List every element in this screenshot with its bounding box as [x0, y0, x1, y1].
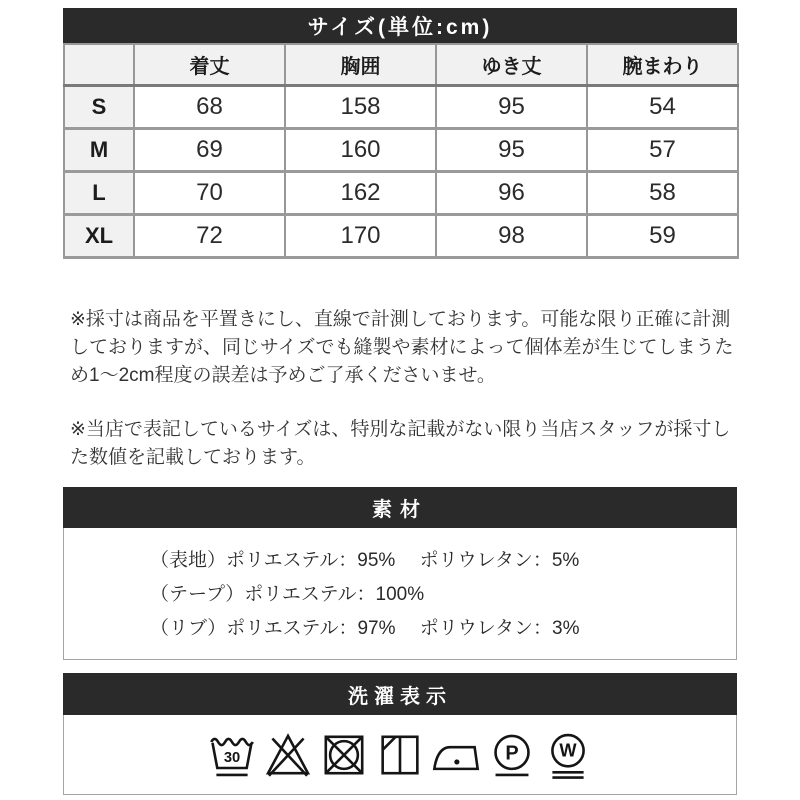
material-box [63, 528, 737, 660]
material-line-outer: （表地）ポリエステル：95% ポリウレタン：5% [150, 550, 580, 571]
size-table-wrap [63, 43, 737, 259]
size-label: M [64, 129, 134, 172]
cell-value: 69 [134, 129, 285, 172]
laundry-care-icons-row [63, 715, 737, 795]
column-header-chest: 胸囲 [285, 44, 436, 86]
staff-measured-note: ※当店で表記しているサイズは、特別な記載がない限り当店スタッフが採寸した数値を記載しております。 [70, 419, 731, 468]
dry-clean-p-icon [486, 727, 538, 783]
table-row-xl [64, 215, 738, 258]
column-header-arm: 腕まわり [587, 44, 738, 86]
material-section-header [63, 487, 737, 528]
table-row-l [64, 172, 738, 215]
cell-value: 96 [436, 172, 587, 215]
table-row-s [64, 86, 738, 129]
cell-value: 72 [134, 215, 285, 258]
cell-value: 54 [587, 86, 738, 129]
material-line-tape: （テープ）ポリエステル：100% [150, 584, 425, 605]
size-section-header [63, 8, 737, 43]
svg-text:W: W [559, 740, 577, 761]
table-row-m [64, 129, 738, 172]
size-label: S [64, 86, 134, 129]
cell-value: 58 [587, 172, 738, 215]
measurement-note: ※採寸は商品を平置きにし、直線で計測しております。可能な限り正確に計測しておりますが、同じサイズでも縫製や素材によって個体差が生じてしまうため1～2cm程度の誤差は予めご了承くださいませ。 [70, 309, 734, 386]
size-label: XL [64, 215, 134, 258]
cell-value: 70 [134, 172, 285, 215]
wash-30-mild-icon [206, 727, 258, 783]
cell-value: 160 [285, 129, 436, 172]
cell-value: 95 [436, 129, 587, 172]
cell-value: 59 [587, 215, 738, 258]
size-table-header-row [64, 44, 738, 86]
column-header-empty [64, 44, 134, 86]
size-section-title: サイズ(単位:cm) [307, 15, 493, 39]
iron-low-temp-icon [430, 727, 482, 783]
do-not-bleach-icon [262, 727, 314, 783]
cell-value: 158 [285, 86, 436, 129]
line-dry-in-shade-icon [374, 727, 426, 783]
cell-value: 57 [587, 129, 738, 172]
do-not-tumble-dry-icon [318, 727, 370, 783]
column-header-sleeve: ゆき丈 [436, 44, 587, 86]
size-label: L [64, 172, 134, 215]
wet-clean-w-icon [542, 727, 594, 783]
material-section-title: 素材 [372, 499, 428, 521]
size-table [63, 43, 739, 259]
cell-value: 95 [436, 86, 587, 129]
laundry-section-title: 洗濯表示 [348, 685, 452, 708]
column-header-length: 着丈 [134, 44, 285, 86]
cell-value: 98 [436, 215, 587, 258]
material-line-rib: （リブ）ポリエステル：97% ポリウレタン：3% [150, 618, 580, 639]
cell-value: 170 [285, 215, 436, 258]
cell-value: 162 [285, 172, 436, 215]
cell-value: 68 [134, 86, 285, 129]
svg-text:P: P [505, 741, 519, 764]
laundry-section-header [63, 673, 737, 715]
svg-text:30: 30 [223, 749, 241, 766]
